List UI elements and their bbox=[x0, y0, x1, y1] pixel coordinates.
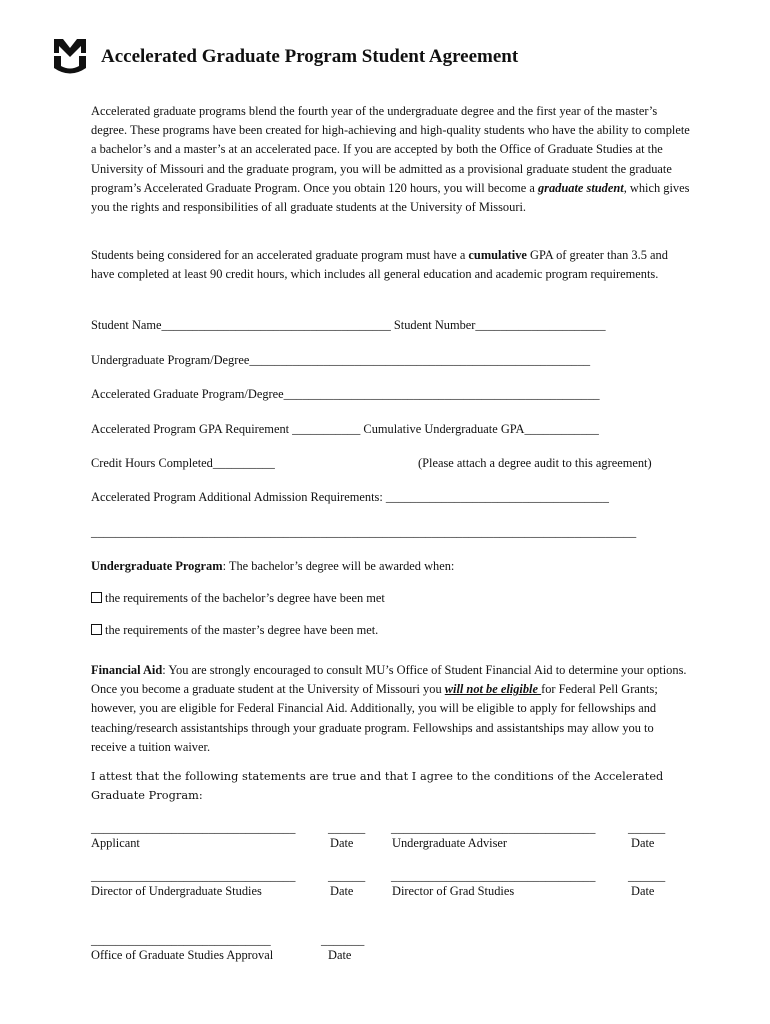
date-label: Date bbox=[330, 884, 354, 898]
undergrad-label: Undergraduate Program bbox=[91, 559, 223, 573]
adviser-date-line[interactable]: ______ bbox=[628, 821, 666, 835]
additional-requirements-field[interactable]: Accelerated Program Additional Admission Requirements: ____________________________________ bbox=[91, 490, 609, 504]
checkbox-bachelors[interactable] bbox=[91, 592, 102, 603]
director-grad-label: Director of Grad Studies bbox=[392, 884, 515, 898]
checkbox-masters[interactable] bbox=[91, 624, 102, 635]
director-grad-signature-line[interactable]: _________________________________ bbox=[391, 869, 596, 883]
eligibility-bold: cumulative bbox=[468, 248, 527, 262]
credit-hours-field[interactable]: Credit Hours Completed__________ bbox=[91, 456, 275, 470]
applicant-label: Applicant bbox=[91, 836, 140, 850]
adviser-signature-line[interactable]: _________________________________ bbox=[391, 821, 596, 835]
financial-text: : You are strongly encouraged to consult MU’s Office of Student Financial Aid to determine your options. Once you become a graduate student at the University of Missouri you bbox=[91, 663, 687, 697]
eligibility-paragraph bbox=[91, 246, 691, 284]
intro-paragraph bbox=[91, 102, 691, 217]
intro-text: Accelerated graduate programs blend the fourth year of the undergraduate degree and the first year of the master’s degree. These programs have been created for high-achieving and high-quality students who have the ability to complete a bachelor’s and a master’s at an accelerated pace. If you are accepted by both the Office of Graduate Studies at the University of Missouri and the graduate program, you will be admitted as a provisional graduate student the graduate program’s Accelerated Graduate Program. Once you obtain 120 hours, you will become a bbox=[91, 104, 690, 195]
undergrad-program-field[interactable]: Undergraduate Program/Degree_______________________________________________________ bbox=[91, 353, 591, 367]
financial-emphasis: will not be eligible bbox=[444, 682, 542, 697]
financial-aid-paragraph bbox=[91, 661, 691, 757]
office-grad-signature-line[interactable]: _____________________________ bbox=[91, 933, 271, 947]
date-label: Date bbox=[631, 836, 655, 850]
financial-label: Financial Aid bbox=[91, 663, 163, 677]
additional-requirements-line[interactable]: ________________________________________________________________________________________ bbox=[91, 525, 637, 539]
applicant-date-line[interactable]: ______ bbox=[328, 821, 366, 835]
option-bachelors[interactable] bbox=[91, 590, 385, 606]
intro-text-after: , which gives you the rights and responsibilities of all graduate students at the University of Missouri. bbox=[91, 180, 690, 215]
director-undergrad-label: Director of Undergraduate Studies bbox=[91, 884, 262, 898]
office-grad-label: Office of Graduate Studies Approval bbox=[91, 948, 274, 962]
director-grad-date-line[interactable]: ______ bbox=[628, 869, 666, 883]
undergrad-program-statement bbox=[91, 558, 454, 574]
mu-logo-icon bbox=[52, 37, 88, 75]
office-grad-date-line[interactable]: _______ bbox=[321, 933, 365, 947]
intro-emphasis: graduate student bbox=[537, 180, 624, 195]
applicant-signature-line[interactable]: _________________________________ bbox=[91, 821, 296, 835]
undergrad-adviser-label: Undergraduate Adviser bbox=[392, 836, 508, 850]
option-masters-label: the requirements of the master’s degree have been met. bbox=[105, 623, 379, 637]
date-label: Date bbox=[631, 884, 655, 898]
eligibility-text: Students being considered for an accelerated graduate program must have a bbox=[91, 248, 469, 262]
financial-text-after: for Federal Pell Grants; however, you are eligible for Federal Financial Aid. Additionally, you will be eligible to apply for fellowships and teaching/research assistantships through your graduate program. Fellowships and assistantships may allow you to receive a tuition waiver. bbox=[91, 682, 658, 754]
attach-note: (Please attach a degree audit to this agreement) bbox=[418, 456, 652, 470]
page-title: Accelerated Graduate Program Student Agreement bbox=[101, 46, 519, 67]
date-label: Date bbox=[330, 836, 354, 850]
option-bachelors-label: the requirements of the bachelor’s degree have been met bbox=[105, 591, 385, 605]
eligibility-text-after: GPA of greater than 3.5 and have completed at least 90 credit hours, which includes all general education and academic program requirements. bbox=[91, 248, 668, 282]
gpa-requirement-field[interactable]: Accelerated Program GPA Requirement ___________ Cumulative Undergraduate GPA____________ bbox=[91, 422, 599, 436]
date-label: Date bbox=[328, 948, 352, 962]
director-undergrad-date-line[interactable]: ______ bbox=[328, 869, 366, 883]
director-undergrad-signature-line[interactable]: _________________________________ bbox=[91, 869, 296, 883]
attestation: I attest that the following statements are true and that I agree to the conditions of the Accelerated Graduate Program: bbox=[91, 770, 664, 802]
undergrad-text: : The bachelor’s degree will be awarded when: bbox=[222, 559, 455, 573]
student-name-field[interactable]: Student Name_____________________________________ Student Number_____________________ bbox=[91, 318, 606, 332]
accel-program-field[interactable]: Accelerated Graduate Program/Degree___________________________________________________ bbox=[91, 387, 600, 401]
option-masters[interactable] bbox=[91, 622, 378, 638]
